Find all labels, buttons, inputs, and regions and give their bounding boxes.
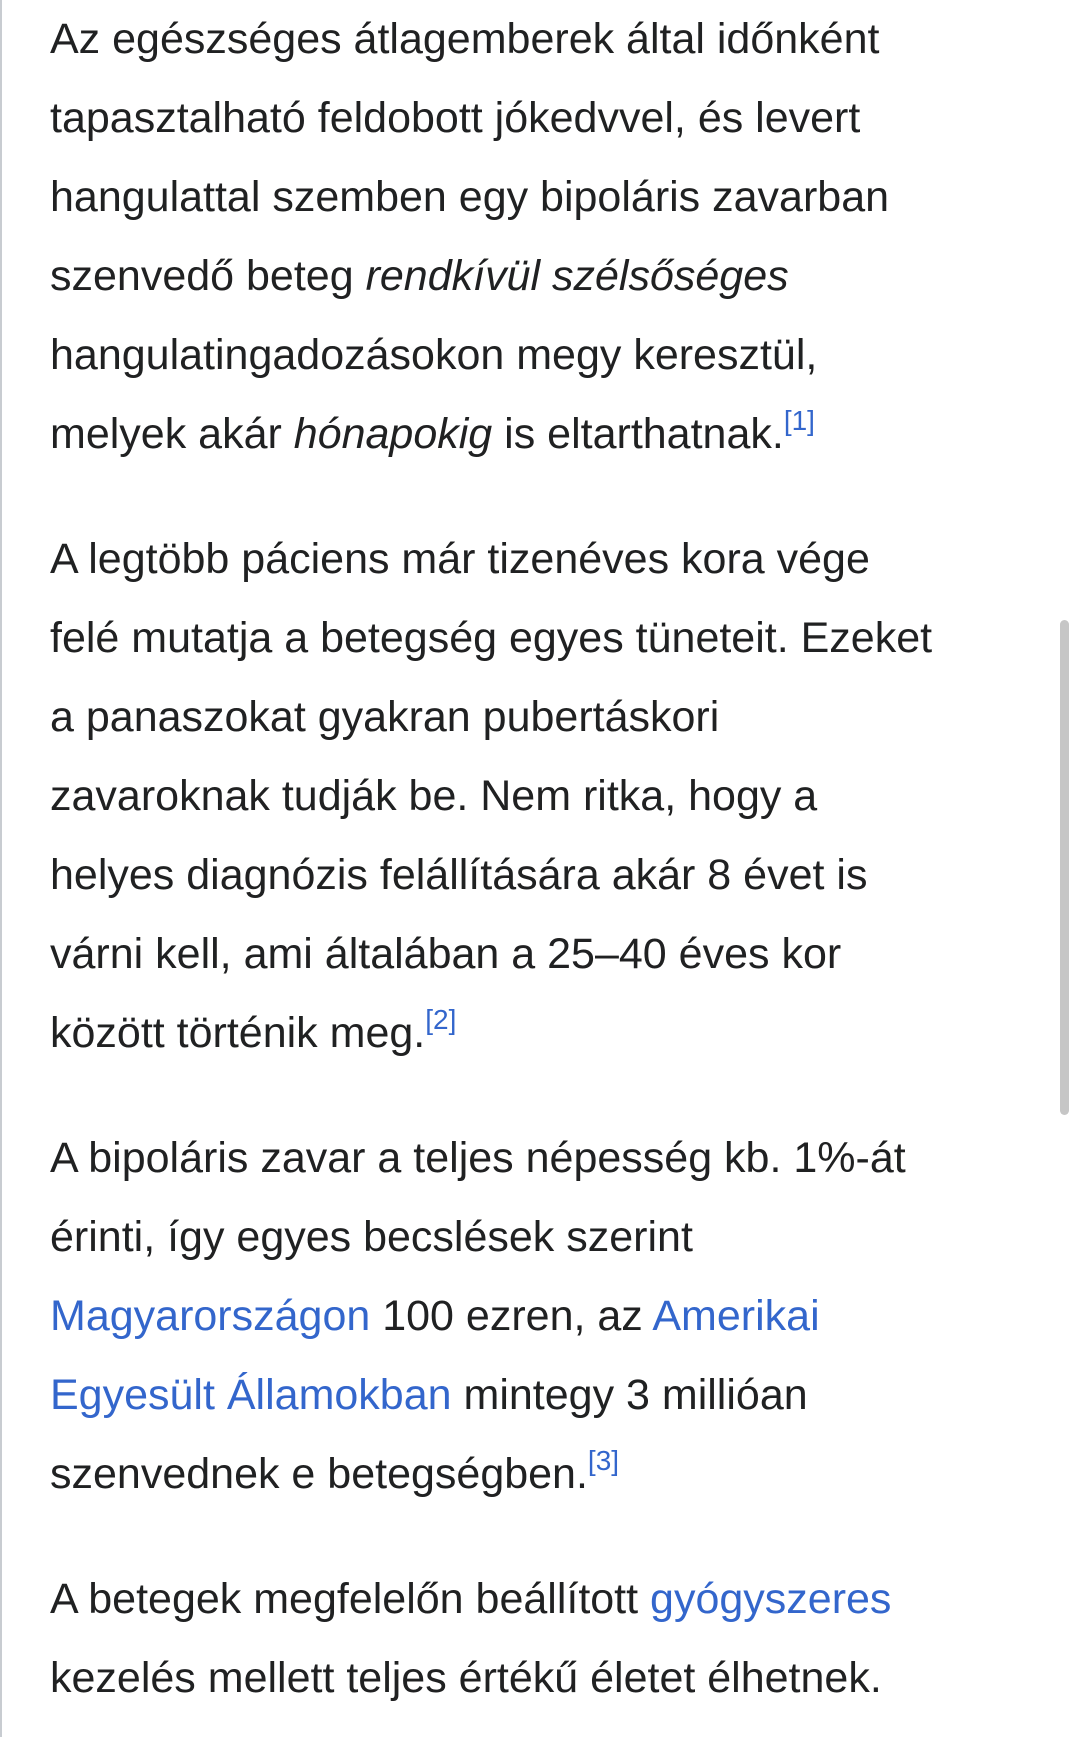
text-line: helyes diagnózis felállítására akár 8 évet is [50, 851, 868, 899]
reference-link-1[interactable]: [1] [783, 405, 815, 436]
text-segment: között történik meg. [50, 1009, 426, 1057]
text-line: felé mutatja a betegség egyes tüneteit. Ezeket [50, 614, 933, 662]
link-gyogyszeres-kezeles[interactable]: gyógyszeres [650, 1575, 892, 1623]
text-line [50, 395, 1060, 474]
text-segment: is eltarthatnak. [492, 410, 784, 458]
scrollbar-thumb[interactable] [1060, 620, 1069, 1115]
text-segment: szenvednek e betegségben. [50, 1450, 588, 1498]
text-line: A legtöbb páciens már tizenéves kora vége [50, 535, 870, 583]
text-segment: 100 ezren, az [370, 1292, 653, 1340]
text-line [50, 1560, 1060, 1639]
paragraph-1 [50, 0, 1060, 474]
text-segment: A betegek megfelelőn beállított [50, 1575, 651, 1623]
reference-link-3[interactable]: [3] [587, 1445, 620, 1476]
text-segment: mintegy 3 millióan [451, 1371, 808, 1419]
link-magyarorszag[interactable]: Magyarországon [50, 1292, 371, 1340]
link-amerikai-egyesult-allamok[interactable]: Amerikai [652, 1292, 820, 1340]
text-segment: melyek akár [50, 410, 294, 458]
paragraph-2 [50, 520, 1060, 1073]
text-line: a panaszokat gyakran pubertáskori [50, 693, 720, 741]
text-line: A bipoláris zavar a teljes népesség kb. 1%-át [50, 1134, 906, 1182]
text-line: hangulatingadozásokon megy keresztül, [50, 331, 818, 379]
article-body [50, 0, 1060, 1764]
text-line: hangulattal szemben egy bipoláris zavarban [50, 173, 890, 221]
text-line: kezelés mellett teljes értékű életet élhetnek. [50, 1654, 882, 1702]
text-line [50, 1435, 1060, 1514]
text-line [50, 1277, 1060, 1356]
text-line [50, 1356, 1060, 1435]
paragraph-3 [50, 1119, 1060, 1514]
text-line: érinti, így egyes becslések szerint [50, 1213, 693, 1261]
text-segment: szenvedő beteg [50, 252, 366, 300]
text-line: Az egészséges átlagemberek által időnként [50, 15, 880, 63]
text-line [50, 237, 1060, 316]
paragraph-4 [50, 1560, 1060, 1718]
text-line: várni kell, ami általában a 25–40 éves kor [50, 930, 842, 978]
text-line [50, 994, 1060, 1073]
text-line: tapasztalható feldobott jókedvvel, és levert [50, 94, 861, 142]
link-amerikai-egyesult-allamok-cont[interactable]: Egyesült Államokban [50, 1371, 452, 1419]
page-left-border [0, 0, 2, 1737]
emphasis-text: rendkívül szélsőséges [365, 252, 789, 300]
emphasis-text: hónapokig [293, 410, 493, 458]
text-line: zavaroknak tudják be. Nem ritka, hogy a [50, 772, 818, 820]
reference-link-2[interactable]: [2] [425, 1004, 457, 1035]
